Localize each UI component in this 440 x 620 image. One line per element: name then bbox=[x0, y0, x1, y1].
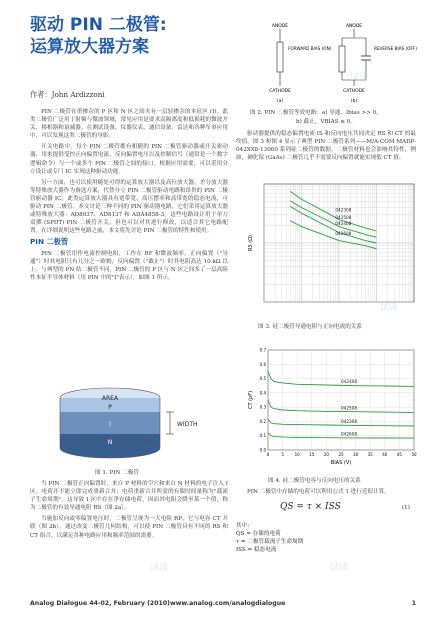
chart3-series-label: 042308 bbox=[335, 207, 352, 213]
fig1-label-i: I bbox=[109, 421, 111, 428]
fig2a-tag: (a) bbox=[276, 99, 284, 104]
chart4-series-label: 042508 bbox=[341, 405, 357, 411]
fig1-label-area: AREA bbox=[101, 395, 119, 402]
left-column bbox=[30, 108, 228, 285]
footer-url[interactable]: www.analog.com/analogdialogue bbox=[170, 600, 286, 607]
paragraph: 驱动器提供的稳态偏置电流 IS 和反向电压共同决定 RS 和 CT 的最终值。图 3 和图 4 显示了典型 PIN 二极管系列——M/A-COM MADP-042XX8-13060 系列硅二极管的数据。二极管材料也会影响其特性，例如，砷化镓 (GaAs) 二极管几乎不需要反向偏置就能实现低 CT 值。 bbox=[236, 131, 416, 162]
chart3-series-label: 042408 bbox=[335, 221, 352, 227]
section-heading: PIN 二极管 bbox=[30, 237, 69, 247]
figure-1-caption: 图 1. PIN 二极管 bbox=[95, 470, 139, 476]
fig2b-cathode-label: CATHODE bbox=[343, 89, 365, 94]
paragraph: 当 PIN 二极管正向偏置时，来自 P 材料的空穴和来自 N 材料的电子注入 I 区。电荷并不能立即完成重新合并；电荷重新合并所需的有限时间量称为"载流子生命周期"。这导致 I 区中存在净存储电荷，因而其电阻会降至某一个值，称为二极管的有效导通电阻 RS（图 2a）。 bbox=[30, 481, 228, 512]
chart4-xtick-label: 15 bbox=[309, 452, 315, 457]
author-line: 作者：John Ardizzoni bbox=[30, 90, 105, 99]
chart3-series-label: 042508 bbox=[335, 215, 352, 221]
chart4-xtick-label: 35 bbox=[367, 452, 373, 457]
left-bottom-text bbox=[30, 480, 228, 543]
chart4-ytick-label: 0.6 bbox=[259, 361, 266, 367]
chart4-ytick-label: 0.2 bbox=[259, 418, 266, 424]
footer-journal: Analog Dialogue 44-02, February (2010) bbox=[30, 600, 170, 607]
chart4-series-label: 042308 bbox=[341, 419, 357, 424]
figure-4-chart bbox=[246, 346, 422, 472]
fig2b-reverse-label: REVERSE BIAS (OFF) bbox=[374, 46, 417, 51]
equation-1: QS = τ × ISS bbox=[280, 502, 341, 512]
legend-line: ISS = 稳态电流 bbox=[236, 547, 277, 553]
chart4-series-label: 042608 bbox=[341, 431, 357, 437]
chart4-ytick-label: 0.7 bbox=[259, 347, 266, 353]
paragraph: PIN 二极管中存储的电荷可以利用公式 1 进行近似计算。 bbox=[247, 489, 390, 495]
paragraph: PIN 二极管用作电流控制电阻，工作在 RF 和微波频率。正向偏置（"导通"）时其电阻只有几分之一欧姆，反向偏置（"截止"）时其电阻高达 10 kΩ 以上。与典型的 PN 结二极管不同，PIN 二极管的 P 区与 N 区之间多了一层高阻性本征半导体材料（用 PIN 中的"I"表示），如图 1 所示。 bbox=[30, 250, 228, 281]
figure-1-pin-diode bbox=[40, 384, 220, 464]
fig2a-anode-label: ANODE bbox=[271, 24, 289, 29]
paragraph: 另一方面，也可以使用随处可得的运算放大器以及高位放大器、差分放大器等特殊放大器作为备选方案，代替分立 PIN 二极管驱动电路和昂贵的 PIN 二极管驱动器 IC。此类运算放大器具有宽带宽、高压摆率和高带宽的稳态电流，可驱动 PIN 二极管。本文讨论三种不同的 PIN 驱动器电路，它们采用运算放大器或特殊放大器：AD8037、AD8137 和 ADA4858-3。这些电路设计用于单刀双掷 (SPDT) PIN 二极管开关，但也可以对其进行修改，以适合其它电路配置。在详细说明这些电路之前，本文将先讨论 PIN 二极管的特性和使用。 bbox=[30, 179, 228, 235]
figure-2-caption: 图 2. PIN 二极管等效电路：a) 导通，Ibias >> 0。 bbox=[250, 110, 382, 116]
chart4-xtick-label: 25 bbox=[338, 452, 344, 457]
figure-3-caption: 图 3. 硅二极管导通电阻与正向电流的关系 bbox=[258, 324, 362, 330]
legend-line: τ = 二极管载流子生命周期 bbox=[236, 539, 304, 545]
chart4-ytick-label: 0.4 bbox=[259, 390, 266, 396]
chart4-xtick-label: 10 bbox=[294, 452, 300, 457]
article-title: 驱动 PIN 二极管: 运算放大器方案 bbox=[30, 15, 167, 57]
paragraph: PIN 二极管在重掺杂的 P 区和 N 区之间夹有一层轻掺杂的本征区 (I)。此类二极管广泛用于射频与微波领域，常见应用是要求高隔离度和低损耗的微波开关、移相器和衰减器。在测试设备、仪器仪表、通信设备、雷达和各种军事应用中，可以发现这类二极管的身影。 bbox=[30, 109, 228, 140]
legend-line: 其中： bbox=[236, 523, 253, 529]
chart4-ytick-label: 0.5 bbox=[259, 376, 266, 382]
figure-2-equivalent-circuits bbox=[250, 20, 417, 106]
chart4-xtick-label: 5 bbox=[281, 452, 284, 457]
chart4-xtick-label: 45 bbox=[396, 452, 402, 457]
chart4-series-label: 042408 bbox=[341, 379, 357, 384]
page-footer bbox=[30, 600, 416, 607]
figure-3-chart bbox=[246, 180, 422, 318]
legend-line: QS = 存储的电荷 bbox=[236, 531, 281, 537]
fig2a-resistor bbox=[277, 42, 283, 72]
fig2b-tag: (b) bbox=[350, 99, 358, 104]
fig2a-forward-label: FORWARD BIAS (ON) bbox=[288, 46, 332, 51]
chart4-xtick-label: 40 bbox=[382, 452, 388, 457]
equation-legend bbox=[236, 522, 416, 554]
footer-page-number: 1 bbox=[411, 600, 416, 607]
chart4-xtick-label: 50 bbox=[411, 452, 417, 457]
chart4-ytick-label: 0.3 bbox=[259, 404, 266, 410]
equation-number: (1) bbox=[402, 505, 410, 511]
watermark: 试读 bbox=[350, 73, 369, 83]
chart4-ytick-label: 0.1 bbox=[259, 433, 266, 439]
chart3-series-label: 042608 bbox=[335, 230, 352, 236]
paragraph: 当施加反向或零偏置电压时，二极管呈现为一大电阻 RP，它与电容 CT 并联（图 2b）。通过改变二极管几何结构，可以使 PIN 二极管具有不同的 RS 和 CT 组合，以满足各种电路应用和频率范围的需要。 bbox=[30, 516, 228, 539]
fig1-width-label: WIDTH bbox=[177, 421, 198, 428]
chart4-ytick-label: 0.0 bbox=[259, 447, 266, 453]
chart3-ylabel: RS (Ω) bbox=[248, 235, 254, 251]
chart4-xtick-label: 20 bbox=[323, 452, 329, 457]
fig1-label-n: N bbox=[107, 439, 113, 446]
fig2b-anode-label: ANODE bbox=[345, 24, 363, 29]
fig2b-resistor bbox=[339, 46, 345, 72]
chart4-ylabel: CT (pF) bbox=[248, 390, 254, 410]
right-column bbox=[236, 130, 416, 165]
chart4-xtick-label: 30 bbox=[353, 452, 359, 457]
equation-intro bbox=[236, 488, 416, 499]
watermark: 试读 bbox=[380, 303, 399, 313]
fig1-label-p: P bbox=[108, 404, 112, 411]
paragraph: 开关电路中，每个 PIN 二极管都有相随的 PIN 二极管驱动器或开关驱动器，用来提供受控正向偏置电流、反向偏置电压以及控制信号（通常是一个数字逻辑命令）与一个或多个 PIN 二极管之间的接口。根据应用需要，可以采用分立设计或专门 IC 实现这种驱动功能。 bbox=[30, 144, 228, 175]
chart4-xtick-label: 0 bbox=[266, 452, 270, 457]
watermark: 试读 bbox=[330, 563, 349, 573]
figure-2-caption-b: b) 截止，VBIAS ≤ 0。 bbox=[296, 119, 356, 125]
figure-4-caption: 图 4. 硅二极管电容与反向电压的关系 bbox=[268, 478, 361, 484]
fig2a-cathode-label: CATHODE bbox=[269, 89, 291, 94]
watermark: 试读 bbox=[150, 563, 169, 573]
chart4-xlabel: BIAS (V) bbox=[330, 460, 352, 466]
